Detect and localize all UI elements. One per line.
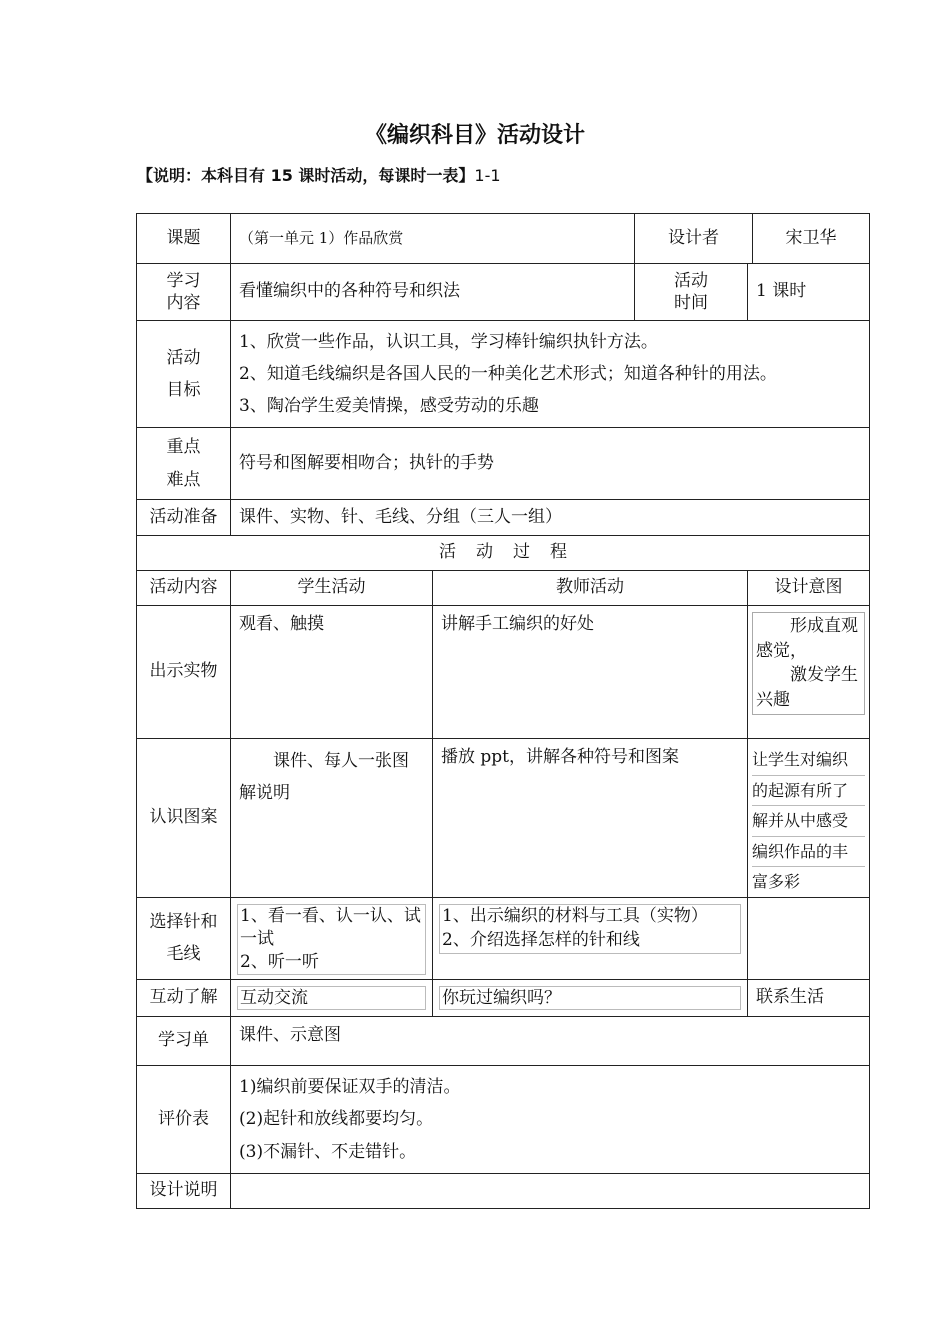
time-label-line2: 时间 (674, 293, 709, 313)
row-content-line2: 毛线 (166, 944, 201, 965)
evaluation-item: (3)不漏针、不走错针。 (239, 1141, 417, 1162)
lesson-code: 1-1 (474, 166, 501, 185)
time-label (635, 264, 748, 321)
content-value: 看懂编织中的各种符号和织法 (231, 264, 635, 321)
topic-value: （第一单元 1）作品欣赏 (231, 214, 635, 264)
row-teacher: 讲解手工编织的好处 (433, 606, 748, 739)
key-label-line2: 难点 (166, 469, 201, 490)
purpose-line: 的起源有所了 (752, 776, 865, 807)
goals-list (231, 321, 870, 428)
row-content: 互动了解 (137, 979, 231, 1016)
preparation-row (137, 500, 870, 536)
row-purpose (748, 739, 870, 898)
preparation-value: 课件、实物、针、毛线、分组（三人一组） (231, 500, 870, 536)
student-line: 1、看一看、认一认、试一试 (240, 905, 421, 949)
evaluation-item: (2)起针和放线都要均匀。 (239, 1109, 434, 1130)
process-heading-char: 程 (550, 542, 567, 563)
designer-value: 宋卫华 (753, 214, 870, 264)
design-note-row (137, 1173, 870, 1208)
designer-label: 设计者 (635, 214, 753, 264)
row-content: 出示实物 (137, 606, 231, 739)
goals-label-line1: 活动 (166, 347, 201, 368)
row-teacher (433, 979, 748, 1016)
column-header-content: 活动内容 (137, 571, 231, 606)
evaluation-item: 1)编织前要保证双手的清洁。 (239, 1077, 461, 1098)
design-note-value (231, 1173, 870, 1208)
content-label-line2: 内容 (166, 293, 201, 313)
purpose-line: 激发学生兴趣 (756, 665, 859, 710)
table-row (137, 979, 870, 1016)
row-student: 观看、触摸 (231, 606, 433, 739)
purpose-line: 解并从中感受 (752, 806, 865, 837)
goals-label-line2: 目标 (166, 380, 201, 400)
row-purpose (748, 606, 870, 739)
purpose-box (752, 612, 865, 715)
worksheet-value: 课件、示意图 (231, 1016, 870, 1065)
row-student (231, 739, 433, 898)
row-teacher (433, 897, 748, 979)
activity-design-table (136, 213, 870, 1209)
goal-item: 1、欣赏一些作品，认识工具，学习棒针编织执针方法。 (239, 331, 658, 352)
goals-label (137, 321, 231, 428)
purpose-line: 编织作品的丰 (752, 837, 865, 868)
content-row (137, 264, 870, 321)
goals-row (137, 321, 870, 428)
time-value: 1 课时 (748, 264, 870, 321)
evaluation-row (137, 1065, 870, 1173)
process-heading-char: 活 (439, 542, 456, 563)
process-column-header-row (137, 571, 870, 606)
purpose-line: 富多彩 (752, 872, 801, 892)
table-row (137, 739, 870, 898)
row-content: 认识图案 (137, 739, 231, 898)
design-note-label: 设计说明 (137, 1173, 231, 1208)
worksheet-row (137, 1016, 870, 1065)
topic-label: 课题 (137, 214, 231, 264)
process-heading-char: 过 (513, 542, 530, 563)
instruction-note (137, 163, 501, 186)
student-box: 互动交流 (237, 986, 426, 1010)
key-points-label (137, 428, 231, 500)
evaluation-label: 评价表 (137, 1065, 231, 1173)
worksheet-label: 学习单 (137, 1016, 231, 1065)
process-heading (137, 536, 870, 571)
column-header-student: 学生活动 (231, 571, 433, 606)
column-header-teacher: 教师活动 (433, 571, 748, 606)
topic-row (137, 214, 870, 264)
row-content (137, 897, 231, 979)
goal-item: 2、知道毛线编织是各国人民的一种美化艺术形式；知道各种针的用法。 (239, 363, 777, 384)
content-label-line1: 学习 (166, 270, 201, 291)
row-purpose: 联系生活 (748, 979, 870, 1016)
row-student (231, 979, 433, 1016)
key-label-line1: 重点 (166, 437, 201, 458)
row-student (231, 897, 433, 979)
purpose-line: 让学生对编织 (752, 745, 865, 776)
table-row (137, 606, 870, 739)
teacher-line: 1、出示编织的材料与工具（实物） (442, 905, 708, 926)
key-points-row (137, 428, 870, 500)
teacher-box: 你玩过编织吗？ (439, 986, 741, 1010)
teacher-box (439, 904, 741, 954)
student-line: 2、听一听 (240, 951, 319, 972)
instruction-text: 【说明：本科目有 15 课时活动，每课时一表】 (137, 166, 475, 185)
process-heading-row (137, 536, 870, 571)
time-label-line1: 活动 (674, 270, 709, 291)
page-title: 《编织科目》活动设计 (364, 123, 585, 148)
preparation-label: 活动准备 (137, 500, 231, 536)
purpose-line: 形成直观感觉， (756, 616, 859, 661)
evaluation-list (231, 1065, 870, 1173)
student-box (237, 904, 426, 975)
key-points-value: 符号和图解要相吻合；执针的手势 (231, 428, 870, 500)
teacher-line: 2、介绍选择怎样的针和线 (442, 929, 640, 950)
process-heading-char: 动 (476, 542, 493, 563)
row-purpose (748, 897, 870, 979)
student-text: 课件、每人一张图解说明 (239, 751, 409, 804)
row-teacher: 播放 ppt，讲解各种符号和图案 (433, 739, 748, 898)
goal-item: 3、陶冶学生爱美情操，感受劳动的乐趣 (239, 396, 539, 417)
table-row (137, 897, 870, 979)
column-header-purpose: 设计意图 (748, 571, 870, 606)
content-label (137, 264, 231, 321)
row-content-line1: 选择针和 (149, 912, 218, 933)
